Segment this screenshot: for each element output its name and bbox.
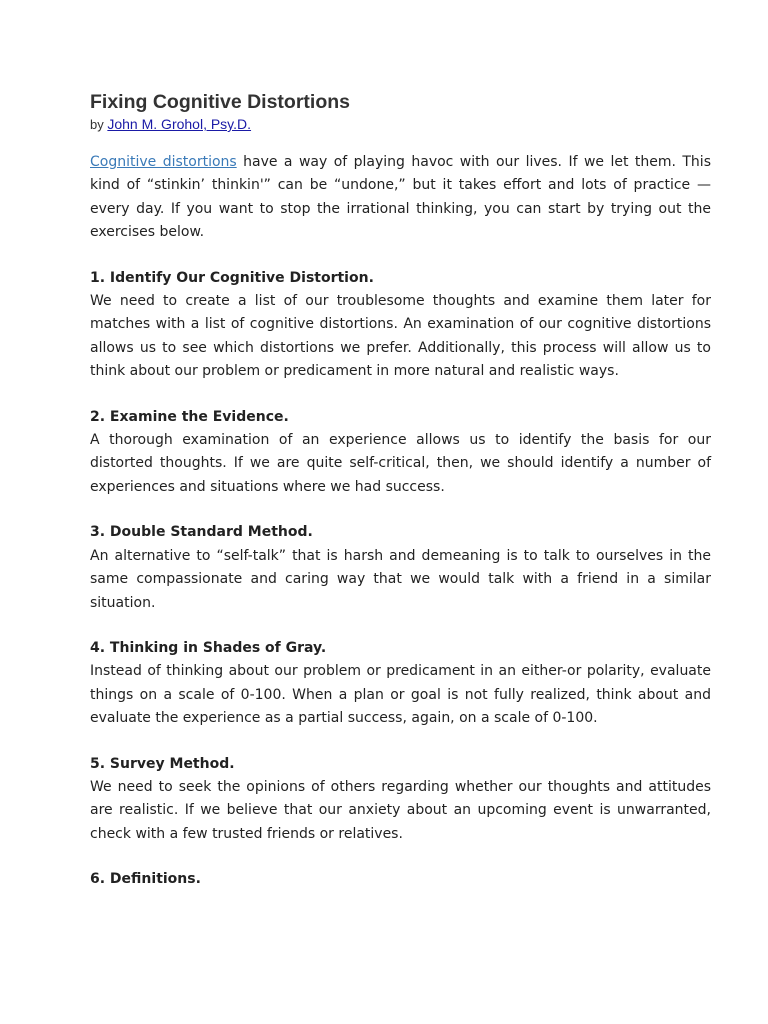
section-heading: 1. Identify Our Cognitive Distortion. — [90, 269, 374, 286]
cognitive-distortions-link[interactable]: Cognitive distortions — [90, 154, 237, 170]
byline-prefix: by — [90, 117, 104, 132]
section-shades-of-gray — [90, 637, 711, 731]
section-body: Instead of thinking about our problem or predicament in an either-or polarity, evaluate things on a scale of 0-100. When a plan or goal is not fully realized, think about and evaluate the experience as a partial success, again, on a scale of 0-100. — [90, 663, 711, 727]
section-identify — [90, 267, 711, 384]
intro-paragraph — [90, 151, 711, 245]
article-title: Fixing Cognitive Distortions — [90, 91, 351, 113]
section-body: We need to seek the opinions of others regarding whether our thoughts and attitudes are realistic. If we believe that our anxiety about an upcoming event is unwarranted, check with a few trusted friends or relatives. — [90, 778, 711, 842]
section-evidence — [90, 406, 711, 500]
section-body: We need to create a list of our troublesome thoughts and examine them later for matches with a list of cognitive distortions. An examination of our cognitive distortions allows us to see which distortions we prefer. Additionally, this process will allow us to think about our problem or predicament in more natural and realistic ways. — [90, 293, 711, 380]
section-heading: 3. Double Standard Method. — [90, 524, 313, 541]
section-body: A thorough examination of an experience allows us to identify the basis for our distorted thoughts. If we are quite self-critical, then, we should identify a number of experiences and situations where we had success. — [90, 432, 711, 495]
section-heading: 4. Thinking in Shades of Gray. — [90, 639, 327, 656]
author-link[interactable]: John M. Grohol, Psy.D. — [107, 116, 252, 132]
section-double-standard — [90, 521, 711, 615]
section-definitions — [90, 868, 711, 891]
byline — [90, 115, 711, 134]
section-heading: 5. Survey Method. — [90, 755, 235, 772]
section-heading: 6. Definitions. — [90, 871, 201, 888]
section-heading: 2. Examine the Evidence. — [90, 408, 289, 425]
document-page — [90, 89, 711, 892]
section-body: An alternative to “self-talk” that is harsh and demeaning is to talk to ourselves in the same compassionate and caring way that we would talk with a friend in a similar situation. — [90, 547, 711, 611]
section-survey — [90, 753, 711, 847]
intro-text: have a way of playing havoc with our lives. If we let them. This kind of “stinkin’ thinkin'” can be “undone,” but it takes effort and lots of practice — every day. If you want to stop the irrational thinking, you can start by trying out the exercises below. — [90, 154, 711, 241]
